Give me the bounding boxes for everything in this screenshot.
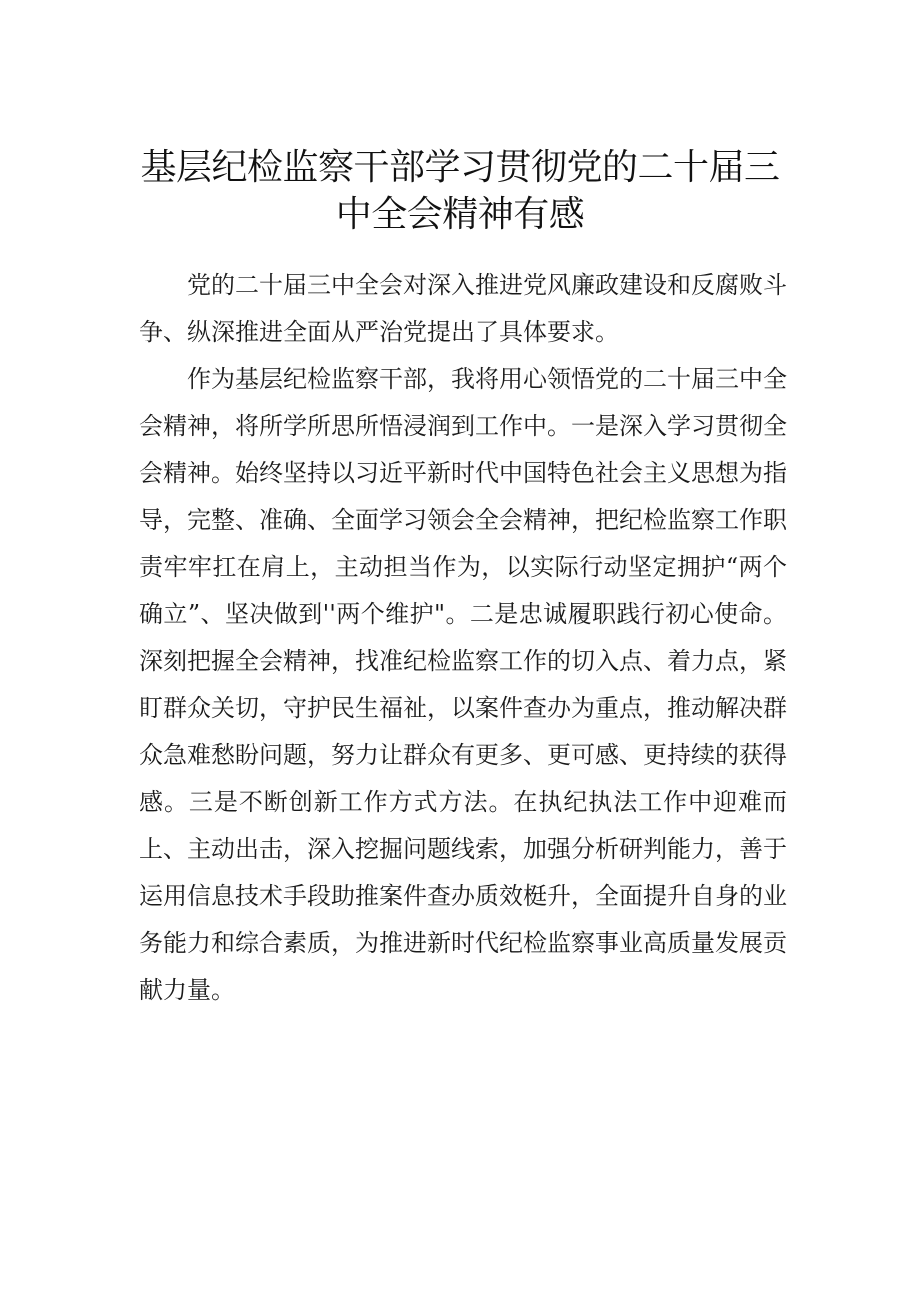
- document-title: [100, 144, 820, 238]
- paragraph-1: 党的二十届三中全会对深入推进党风廉政建设和反腐败斗争、纵深推进全面从严治党提出了具体要求。: [139, 271, 787, 346]
- document-body: [139, 262, 787, 1014]
- paragraph-2: 作为基层纪检监察干部，我将用心领悟党的二十届三中全会精神，将所学所思所悟浸润到工作中。一是深入学习贯彻全会精神。始终坚持以习近平新时代中国特色社会主义思想为指导，完整、准确、全面学习领会全会精神，把纪检监察工作职责牢牢扛在肩上，主动担当作为，以实际行动坚定拥护“两个确立”、坚决做到''两个维护"。二是忠诚履职践行初心使命。深刻把握全会精神，找准纪检监察工作的切入点、着力点，紧盯群众关切，守护民生福祉，以案件查办为重点，推动解决群众急难愁盼问题，努力让群众有更多、更可感、更持续的获得感。三是不断创新工作方式方法。在执纪执法工作中迎难而上、主动出击，深入挖掘问题线索，加强分析研判能力，善于运用信息技术手段助推案件查办质效梃升，全面提升自身的业务能力和综合素质，为推进新时代纪检监察事业高质量发展贡献力量。: [139, 365, 787, 1004]
- title-line-2: 中全会精神有感: [335, 194, 585, 235]
- title-line-1: 基层纪检监察干部学习贯彻党的二十届三: [140, 147, 780, 188]
